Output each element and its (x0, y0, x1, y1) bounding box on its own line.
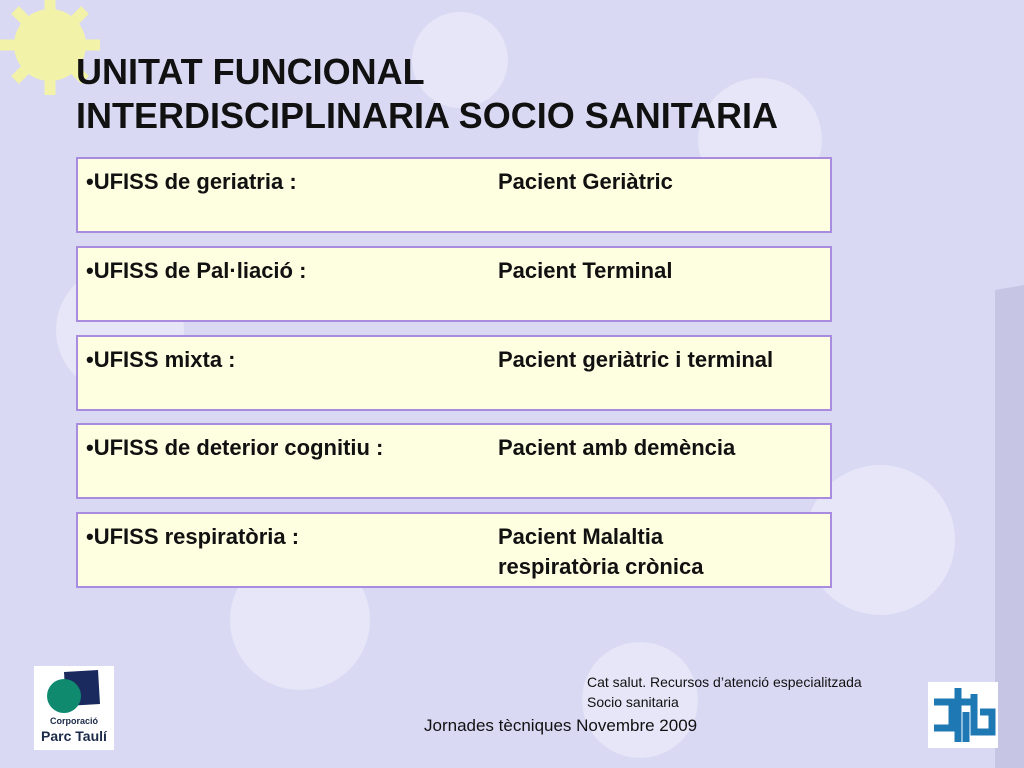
logo-line-2: Parc Taulí (41, 728, 107, 744)
item-label: •UFISS de Pal·liació : (86, 258, 307, 283)
parc-tauli-logo (34, 666, 114, 750)
ufiss-deterior-cognitiu-box (76, 423, 832, 499)
item-label: •UFISS de geriatria : (86, 169, 297, 194)
parc-tauli-logo-mark-icon (34, 666, 114, 714)
item-value: Pacient amb demència (498, 435, 736, 460)
catsalut-logo-icon (928, 682, 998, 748)
title-line-2: INTERDISCIPLINARIA SOCIO SANITARIA (76, 95, 779, 136)
item-value: Pacient Terminal (498, 258, 673, 283)
logo-line-1: Corporació (49, 716, 98, 726)
title-line-1: UNITAT FUNCIONAL (76, 51, 425, 92)
item-label: •UFISS mixta : (86, 347, 236, 372)
item-label: •UFISS respiratòria : (86, 524, 300, 549)
item-value: Pacient Geriàtric (498, 169, 673, 194)
right-edge-band (995, 285, 1024, 768)
item-value (498, 522, 828, 582)
slide-title (76, 50, 1016, 138)
event-note: Jornades tècniques Novembre 2009 (424, 716, 698, 735)
item-value-line-1: Pacient Malaltia (498, 524, 664, 549)
source-note-line-1: Cat salut. Recursos d’atenció especialitzada (587, 674, 862, 690)
item-value-line-2: respiratòria crònica (498, 554, 704, 579)
item-value: Pacient geriàtric i terminal (498, 347, 774, 372)
source-note-line-2: Socio sanitaria (587, 694, 679, 710)
ufiss-palliacio-box (76, 246, 832, 322)
item-label: •UFISS de deterior cognitiu : (86, 435, 384, 460)
ufiss-mixta-box (76, 335, 832, 411)
ufiss-geriatria-box (76, 157, 832, 233)
ufiss-respiratoria-box (76, 512, 832, 588)
